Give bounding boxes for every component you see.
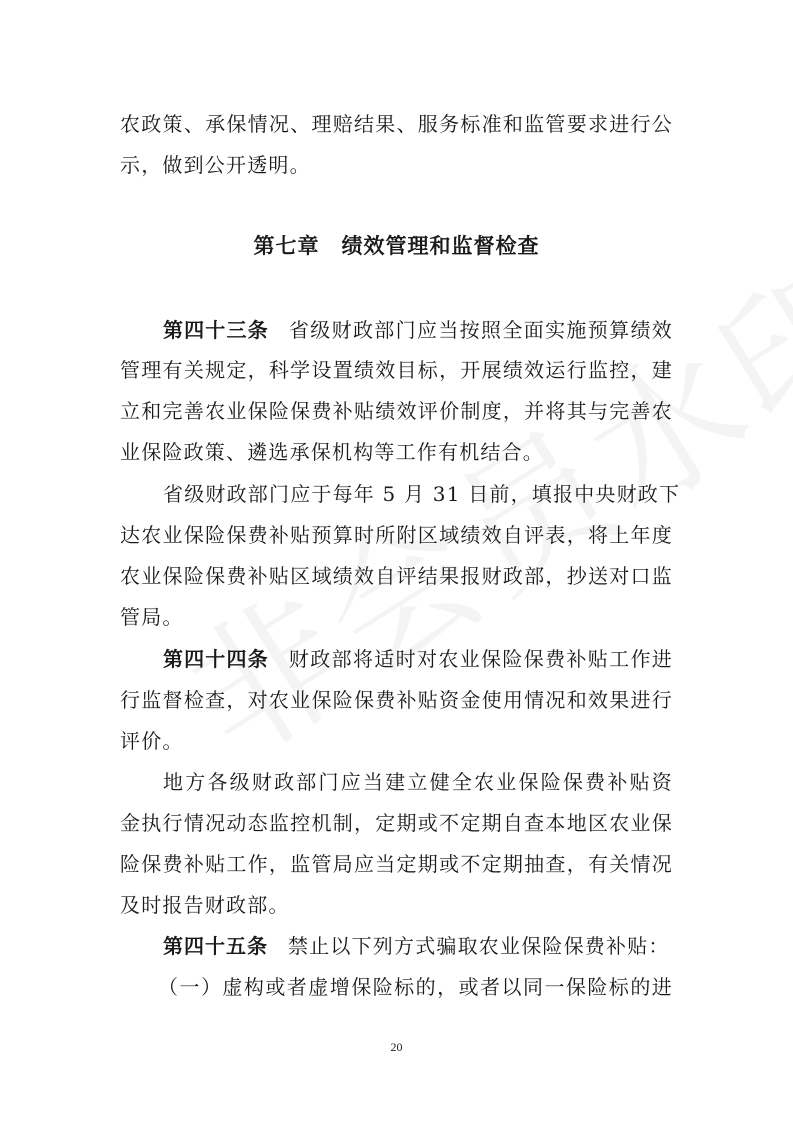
paragraph-line: 达农业保险保费补贴预算时所附区域绩效自评表，将上年度 bbox=[120, 523, 673, 547]
article-text: 财政部将适时对农业保险保费补贴工作进 bbox=[288, 647, 674, 671]
article-label: 第四十五条 bbox=[163, 934, 268, 958]
article-43-first-line bbox=[163, 316, 673, 344]
chapter-number: 第七章 bbox=[253, 234, 320, 258]
paragraph-line: 行监督检查，对农业保险保费补贴资金使用情况和效果进行 bbox=[120, 688, 673, 712]
paragraph-line: 地方各级财政部门应当建立健全农业保险保费补贴资 bbox=[163, 770, 673, 794]
paragraph-line: 示，做到公开透明。 bbox=[120, 153, 311, 177]
paragraph-line: 农业保险保费补贴区域绩效自评结果报财政部，抄送对口监 bbox=[120, 564, 673, 588]
paragraph-line: 农政策、承保情况、理赔结果、服务标准和监管要求进行公 bbox=[120, 112, 673, 136]
article-45-first-line bbox=[163, 932, 673, 960]
paragraph-line: 省级财政部门应于每年 5 月 31 日前，填报中央财政下 bbox=[163, 482, 681, 506]
paragraph-line: 金执行情况动态监控机制，定期或不定期自查本地区农业保 bbox=[120, 811, 673, 835]
chapter-title: 绩效管理和监督检查 bbox=[341, 234, 540, 258]
paragraph-line: 业保险政策、遴选承保机构等工作有机结合。 bbox=[120, 440, 544, 464]
paragraph-line: 及时报告财政部。 bbox=[120, 893, 290, 917]
chapter-heading bbox=[0, 232, 793, 260]
article-text: 省级财政部门应当按照全面实施预算绩效 bbox=[288, 318, 674, 342]
article-label: 第四十三条 bbox=[163, 318, 269, 342]
article-44-first-line bbox=[163, 645, 673, 673]
article-label: 第四十四条 bbox=[163, 647, 269, 671]
paragraph-line: 立和完善农业保险保费补贴绩效评价制度，并将其与完善农 bbox=[120, 399, 673, 423]
article-text: 禁止以下列方式骗取农业保险保费补贴： bbox=[288, 934, 670, 958]
paragraph-line: 管局。 bbox=[120, 605, 184, 629]
paragraph-line: 险保费补贴工作，监管局应当定期或不定期抽查，有关情况 bbox=[120, 852, 673, 876]
paragraph-line: 管理有关规定，科学设置绩效目标，开展绩效运行监控，建 bbox=[120, 358, 673, 382]
page-number: 20 bbox=[390, 1040, 403, 1054]
list-item: （一）虚构或者虚增保险标的，或者以同一保险标的进 bbox=[158, 975, 673, 999]
paragraph-line: 评价。 bbox=[120, 729, 184, 753]
